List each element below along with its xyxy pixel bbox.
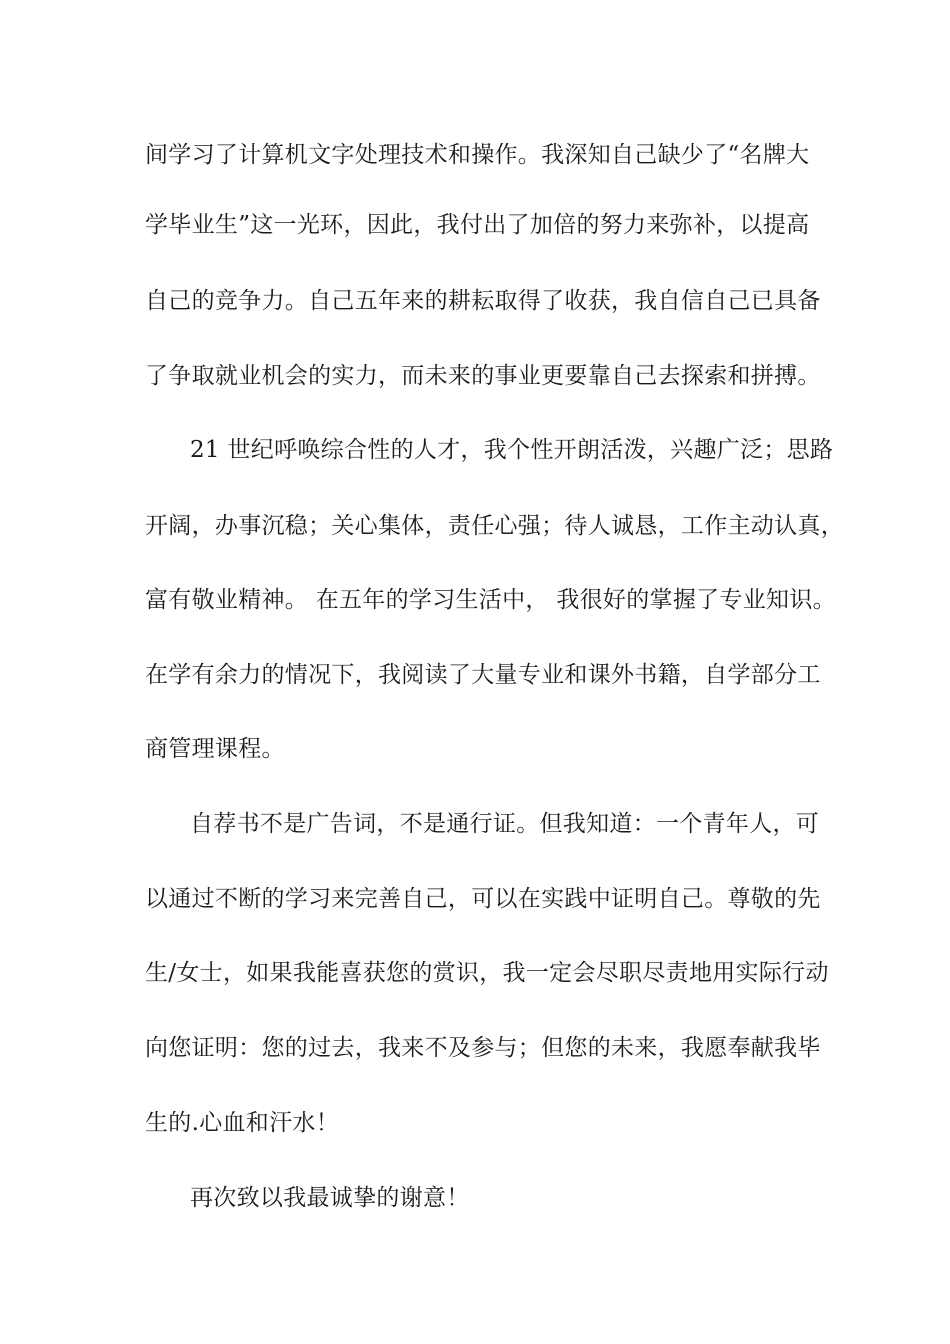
paragraph-line: 自荐书不是广告词，不是通行证。但我知道：一个青年人，可 <box>190 811 820 837</box>
paragraph-line: 学毕业生”这一光环，因此，我付出了加倍的努力来弥补，以提高 <box>145 212 810 238</box>
paragraph-line: 21 世纪呼唤综合性的人才，我个性开朗活泼，兴趣广泛；思路 <box>190 437 834 463</box>
paragraph-line: 商管理课程。 <box>145 736 285 762</box>
paragraph-line: 生的.心血和汗水！ <box>145 1110 340 1136</box>
paragraph-line: 开阔，办事沉稳；关心集体，责任心强；待人诚恳，工作主动认真， <box>145 513 844 539</box>
paragraph-line: 在学有余力的情况下，我阅读了大量专业和课外书籍，自学部分工 <box>145 662 821 688</box>
paragraph-line: 自己的竞争力。自己五年来的耕耘取得了收获，我自信自己已具备 <box>145 288 821 314</box>
paragraph-line: 生/女士，如果我能喜获您的赏识，我一定会尽职尽责地用实际行动 <box>145 960 829 986</box>
paragraph-line: 了争取就业机会的实力，而未来的事业更要靠自己去探索和拼搏。 <box>145 363 821 389</box>
paragraph-line: 富有敬业精神。 在五年的学习生活中， 我很好的掌握了专业知识。 <box>145 587 836 613</box>
paragraph-line: 向您证明：您的过去，我来不及参与；但您的未来，我愿奉献我毕 <box>145 1035 821 1061</box>
paragraph-line: 以通过不断的学习来完善自己，可以在实践中证明自己。尊敬的先 <box>145 886 821 912</box>
paragraph-line: 间学习了计算机文字处理技术和操作。我深知自己缺少了“名牌大 <box>145 142 810 168</box>
paragraph-line: 再次致以我最诚挚的谢意！ <box>190 1185 470 1211</box>
